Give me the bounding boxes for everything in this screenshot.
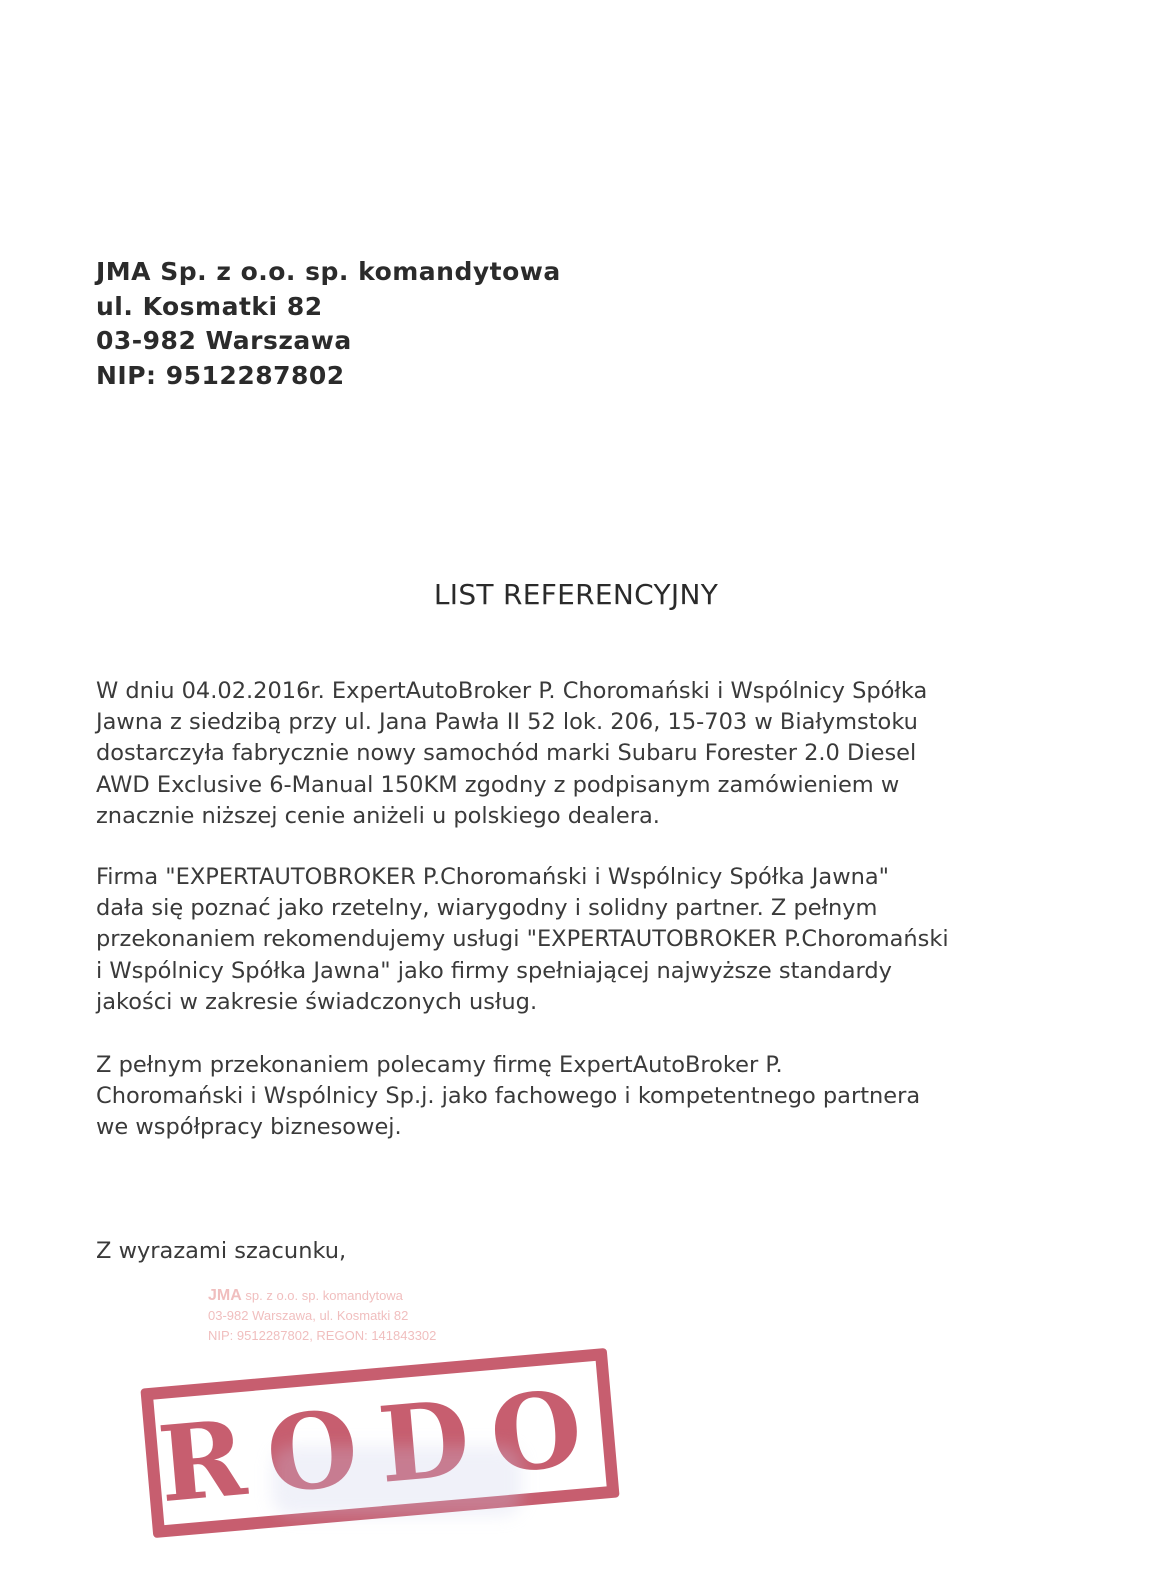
sender-address-block [96,255,561,393]
rodo-stamp-text: RODO [153,1364,609,1527]
paragraph-line: dała się poznać jako rzetelny, wiarygodny i solidny partner. Z pełnym [96,895,878,922]
paragraph-1 [96,676,1036,832]
company-stamp-brand: JMA [208,1287,242,1304]
paragraph-line: jakości w zakresie świadczonych usług. [96,988,538,1015]
sender-city: 03-982 Warszawa [96,326,352,355]
paragraph-line: W dniu 04.02.2016r. ExpertAutoBroker P. Choromański i Wspólnicy Spółka [96,678,928,704]
paragraph-line: Firma "EXPERTAUTOBROKER P.Choromański i Wspólnicy Spółka Jawna" [96,864,890,890]
company-stamp [208,1286,436,1346]
paragraph-2 [96,862,1036,1018]
company-stamp-line-1 [208,1286,436,1306]
sender-nip: NIP: 9512287802 [96,360,345,390]
paragraph-line: Choromański i Wspólnicy Sp.j. jako fachowego i kompetentnego partnera [96,1083,921,1110]
sender-name: JMA Sp. z o.o. sp. komandytowa [96,257,561,286]
paragraph-3 [96,1050,1036,1144]
closing-salutation: Z wyrazami szacunku, [96,1238,347,1264]
paragraph-line: przekonaniem rekomendujemy usługi "EXPERTAUTOBROKER P.Choromański [96,926,949,953]
company-stamp-line-2: 03-982 Warszawa, ul. Kosmatki 82 [208,1308,409,1323]
paragraph-line: i Wspólnicy Spółka Jawna" jako firmy spełniającej najwyższe standardy [96,957,892,984]
paragraph-line: Z pełnym przekonaniem polecamy firmę ExpertAutoBroker P. [96,1052,783,1078]
sender-street: ul. Kosmatki 82 [96,291,323,321]
company-stamp-line-1-rest: sp. z o.o. sp. komandytowa [241,1288,403,1303]
document-title: LIST REFERENCYJNY [433,578,719,611]
paragraph-line: we współpracy biznesowej. [96,1114,402,1141]
paragraph-line: dostarczyła fabrycznie nowy samochód marki Subaru Forester 2.0 Diesel [96,740,917,767]
redaction-blur [272,1446,522,1516]
company-stamp-line-3: NIP: 9512287802, REGON: 141843302 [208,1328,437,1343]
paragraph-line: Jawna z siedzibą przy ul. Jana Pawła II 52 lok. 206, 15-703 w Białymstoku [96,709,918,736]
paragraph-line: znacznie niższej cenie aniżeli u polskiego dealera. [96,802,660,829]
paragraph-line: AWD Exclusive 6-Manual 150KM zgodny z podpisanym zamówieniem w [96,771,900,798]
